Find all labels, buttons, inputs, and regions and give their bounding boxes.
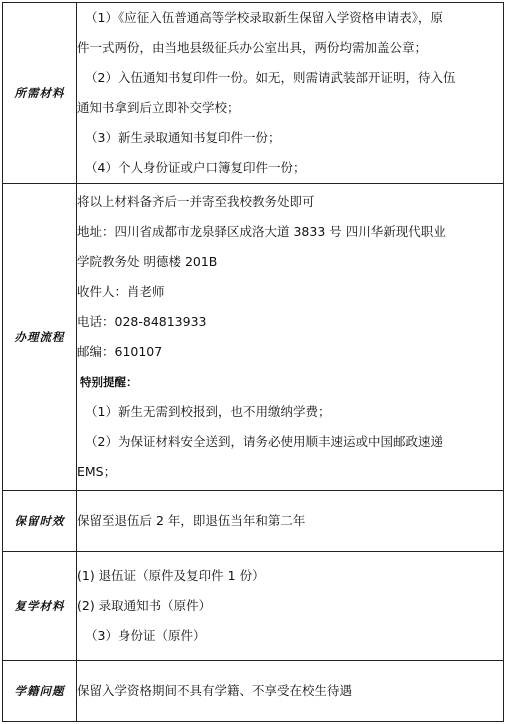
row-reenroll <box>3 552 504 661</box>
reenroll-line: （3）身份证（原件） <box>85 628 206 643</box>
row-process <box>3 184 504 491</box>
process-line: 将以上材料备齐后一并寄至我校教务处即可 <box>77 194 315 209</box>
reenroll-line: (2) 录取通知书（原件） <box>77 598 212 613</box>
row-retention <box>3 491 504 552</box>
materials-line: （1）《应征入伍普通高等学校录取新生保留入学资格申请表》，原 <box>85 10 443 25</box>
row-label-retention: 保留时效 <box>3 491 77 552</box>
row-materials <box>3 3 504 184</box>
row-status <box>3 661 504 722</box>
materials-line: 通知书拿到后立即补交学校； <box>77 100 240 115</box>
materials-line: （3）新生录取通知书复印件一份； <box>85 130 281 145</box>
row-label-status: 学籍问题 <box>3 661 77 722</box>
materials-content <box>77 3 504 184</box>
address-line: 地址：四川省成都市龙泉驿区成洛大道 3833 号 四川华新现代职业 <box>77 224 446 239</box>
materials-line: （4）个人身份证或户口簿复印件一份； <box>85 160 306 175</box>
notice-title: 特别提醒： <box>80 375 138 389</box>
status-text: 保留入学资格期间不具有学籍、不享受在校生待遇 <box>77 683 353 698</box>
phone-line: 电话：028-84813933 <box>77 314 207 329</box>
recipient-line: 收件人：肖老师 <box>77 284 165 299</box>
status-content <box>77 661 504 722</box>
notice-line: （1）新生无需到校报到，也不用缴纳学费； <box>85 404 331 419</box>
materials-line: 件一式两份，由当地县级征兵办公室出具，两份均需加盖公章； <box>77 40 428 55</box>
row-label-materials: 所需材料 <box>3 3 77 184</box>
reenroll-content <box>77 552 504 661</box>
row-label-reenroll: 复学材料 <box>3 552 77 661</box>
reenroll-line: (1) 退伍证（原件及复印件 1 份） <box>77 568 265 583</box>
retention-content <box>77 491 504 552</box>
notice-line: EMS； <box>77 464 117 479</box>
materials-line: （2）入伍通知书复印件一份。如无，则需请武装部开证明，待入伍 <box>85 70 456 85</box>
retention-text: 保留至退伍后 2 年，即退伍当年和第二年 <box>77 513 306 528</box>
info-table <box>2 2 504 722</box>
postcode-line: 邮编：610107 <box>77 344 163 359</box>
address-line: 学院教务处 明德楼 201B <box>77 254 218 269</box>
row-label-process: 办理流程 <box>3 184 77 491</box>
process-content <box>77 184 504 491</box>
notice-line: （2）为保证材料安全送到，请务必使用顺丰速运或中国邮政速递 <box>85 434 443 449</box>
